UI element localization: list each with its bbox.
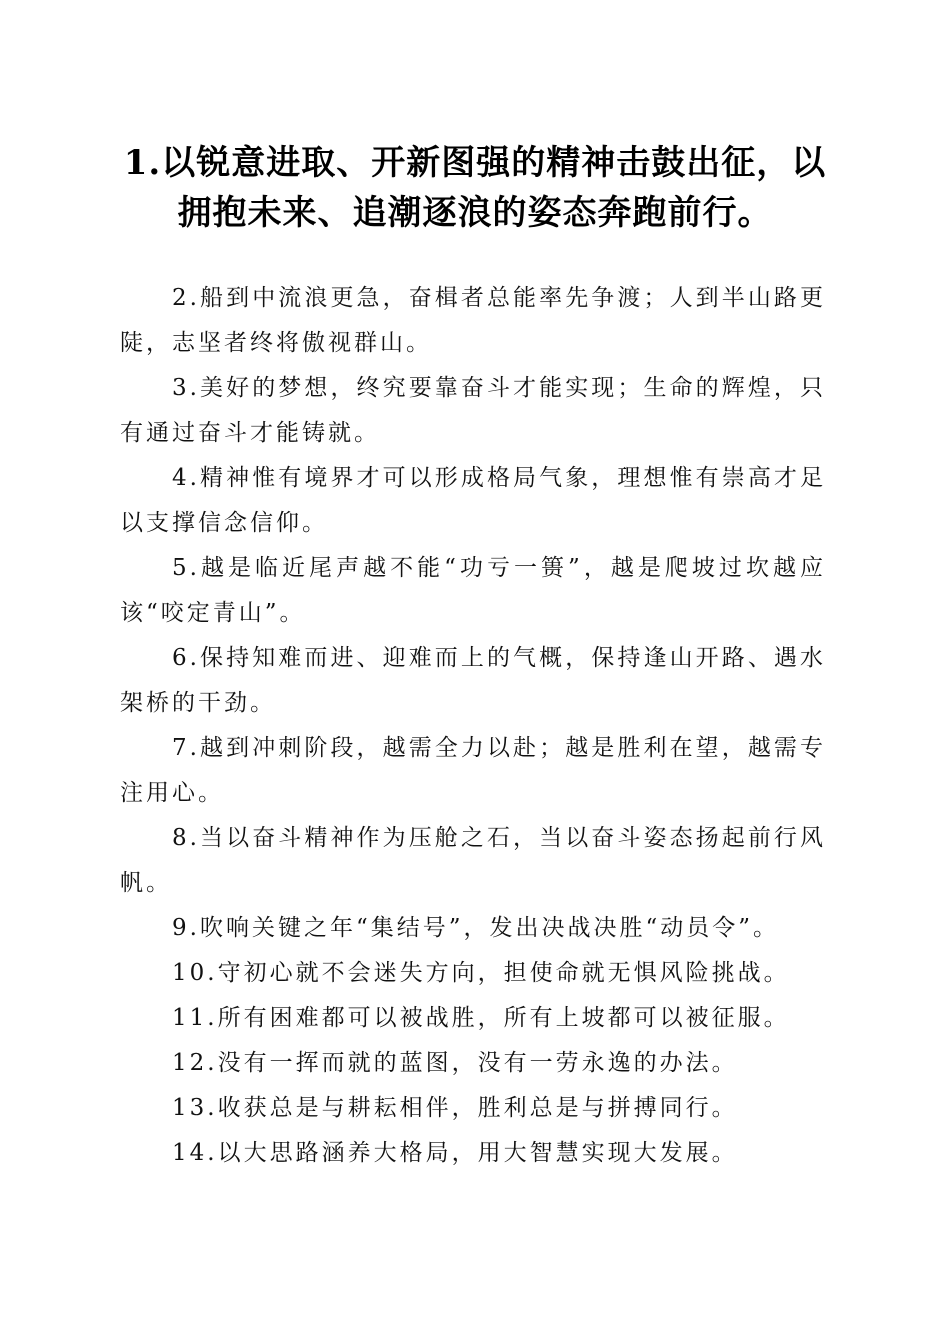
paragraph-2: 2.船到中流浪更急，奋楫者总能率先争渡；人到半山路更陡，志坚者终将傲视群山。 [120, 285, 826, 356]
paragraph-8: 8.当以奋斗精神作为压舱之石，当以奋斗姿态扬起前行风帆。 [120, 825, 826, 896]
paragraph-6: 6.保持知难而进、迎难而上的气概，保持逢山开路、遇水架桥的干劲。 [120, 645, 826, 716]
paragraph-10: 10.守初心就不会迷失方向，担使命就无惧风险挑战。 [172, 960, 790, 986]
paragraph-5: 5.越是临近尾声越不能“功亏一篑”，越是爬坡过坎越应该“咬定青山”。 [120, 555, 826, 626]
document-body [120, 276, 826, 1176]
paragraph-12: 12.没有一挥而就的蓝图，没有一劳永逸的办法。 [172, 1050, 738, 1076]
document-title: 1.以锐意进取、开新图强的精神击鼓出征，以拥抱未来、追潮逐浪的姿态奔跑前行。 [123, 143, 827, 233]
paragraph-11: 11.所有困难都可以被战胜，所有上坡都可以被征服。 [172, 1005, 790, 1031]
paragraph-9: 9.吹响关键之年“集结号”，发出决战决胜“动员令”。 [172, 915, 779, 941]
paragraph-13: 13.收获总是与耕耘相伴，胜利总是与拼搏同行。 [172, 1095, 738, 1121]
paragraph-7: 7.越到冲刺阶段，越需全力以赴；越是胜利在望，越需专注用心。 [120, 735, 826, 806]
paragraph-4: 4.精神惟有境界才可以形成格局气象，理想惟有崇高才足以支撑信念信仰。 [120, 465, 826, 536]
paragraph-14: 14.以大思路涵养大格局，用大智慧实现大发展。 [172, 1140, 738, 1166]
paragraph-3: 3.美好的梦想，终究要靠奋斗才能实现；生命的辉煌，只有通过奋斗才能铸就。 [120, 375, 826, 446]
